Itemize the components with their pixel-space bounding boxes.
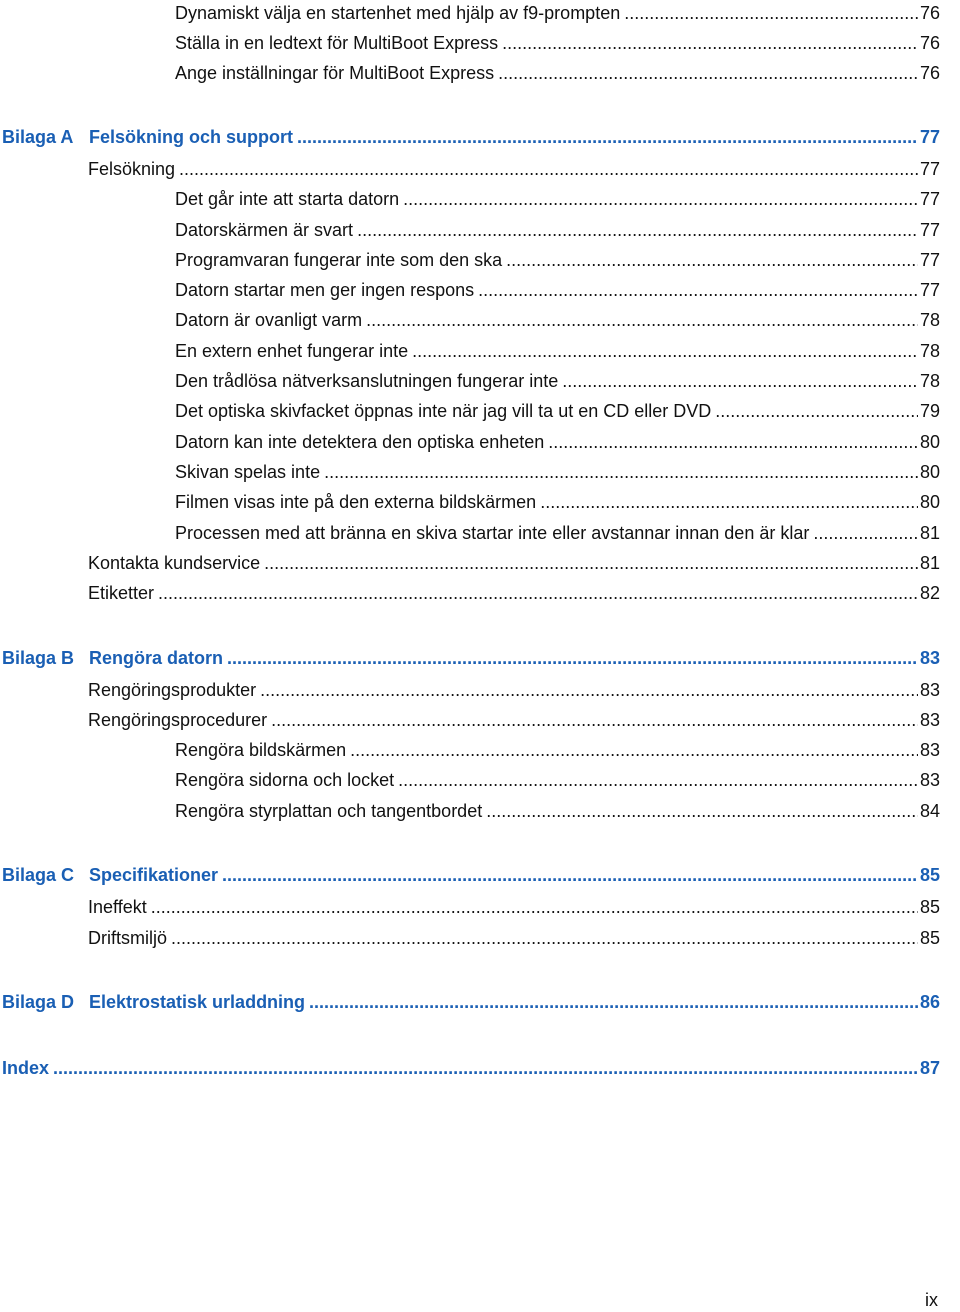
dot-leader bbox=[171, 925, 918, 951]
toc-entry-page: 80 bbox=[919, 492, 940, 512]
toc-entry-page: 80 bbox=[919, 462, 940, 482]
toc-entry-title: Filmen visas inte på den externa bildskärmen bbox=[175, 489, 540, 515]
toc-entry-title: Ineffekt bbox=[88, 894, 151, 920]
dot-leader bbox=[309, 989, 918, 1015]
dot-leader bbox=[357, 217, 918, 243]
toc-entry-page: 85 bbox=[919, 897, 940, 917]
toc-entry-page: 82 bbox=[919, 583, 940, 603]
toc-appendix-entry[interactable] bbox=[2, 645, 940, 671]
dot-leader bbox=[403, 186, 918, 212]
dot-leader bbox=[324, 459, 918, 485]
dot-leader bbox=[350, 737, 918, 763]
toc-entry-page: 83 bbox=[919, 770, 940, 790]
toc-entry[interactable] bbox=[175, 338, 940, 364]
toc-entry-title: Dynamiskt välja en startenhet med hjälp av f9-prompten bbox=[175, 0, 624, 26]
dot-leader bbox=[502, 30, 918, 56]
toc-entry[interactable] bbox=[175, 186, 940, 212]
toc-entry[interactable] bbox=[175, 0, 940, 26]
toc-entry-page: 81 bbox=[919, 553, 940, 573]
toc-entry-page: 83 bbox=[919, 680, 940, 700]
toc-entry[interactable] bbox=[88, 894, 940, 920]
toc-entry-prefix: Bilaga D bbox=[2, 992, 75, 1012]
toc-entry-title: Elektrostatisk urladdning bbox=[89, 989, 309, 1015]
toc-appendix-entry[interactable] bbox=[2, 989, 940, 1015]
toc-entry-title: Felsökning bbox=[88, 156, 179, 182]
toc-entry[interactable] bbox=[88, 925, 940, 951]
toc-entry[interactable] bbox=[88, 580, 940, 606]
toc-entry[interactable] bbox=[175, 307, 940, 333]
toc-entry-title: Etiketter bbox=[88, 580, 158, 606]
toc-entry-page: 84 bbox=[919, 801, 940, 821]
toc-entry-title: En extern enhet fungerar inte bbox=[175, 338, 412, 364]
toc-entry[interactable] bbox=[175, 30, 940, 56]
dot-leader bbox=[151, 894, 918, 920]
dot-leader bbox=[260, 677, 918, 703]
toc-entry[interactable] bbox=[88, 677, 940, 703]
toc-entry-title: Programvaran fungerar inte som den ska bbox=[175, 247, 506, 273]
toc-entry-page: 78 bbox=[919, 310, 940, 330]
toc-entry[interactable] bbox=[88, 550, 940, 576]
toc-entry-title: Det optiska skivfacket öppnas inte när jag vill ta ut en CD eller DVD bbox=[175, 398, 715, 424]
toc-entry-page: 81 bbox=[919, 523, 940, 543]
toc-entry-page: 87 bbox=[919, 1058, 940, 1078]
dot-leader bbox=[486, 798, 918, 824]
dot-leader bbox=[562, 368, 918, 394]
toc-entry[interactable] bbox=[175, 489, 940, 515]
toc-entry-page: 77 bbox=[919, 189, 940, 209]
toc-entry-page: 78 bbox=[919, 341, 940, 361]
toc-appendix-entry[interactable] bbox=[2, 1055, 940, 1081]
toc-entry-title: Rengöra sidorna och locket bbox=[175, 767, 398, 793]
toc-entry[interactable] bbox=[88, 156, 940, 182]
toc-entry-title: Rengöra bildskärmen bbox=[175, 737, 350, 763]
toc-entry-page: 80 bbox=[919, 432, 940, 452]
toc-entry[interactable] bbox=[175, 398, 940, 424]
dot-leader bbox=[412, 338, 918, 364]
toc-entry-title: Rengöringsprocedurer bbox=[88, 707, 271, 733]
toc-entry-title: Felsökning och support bbox=[89, 124, 297, 150]
toc-entry-page: 86 bbox=[919, 992, 940, 1012]
toc-entry-title: Kontakta kundservice bbox=[88, 550, 264, 576]
toc-entry[interactable] bbox=[175, 798, 940, 824]
dot-leader bbox=[498, 60, 918, 86]
toc-entry-title: Rengöra styrplattan och tangentbordet bbox=[175, 798, 486, 824]
dot-leader bbox=[297, 124, 918, 150]
toc-entry[interactable] bbox=[175, 60, 940, 86]
dot-leader bbox=[813, 520, 918, 546]
toc-entry[interactable] bbox=[175, 459, 940, 485]
toc-entry-title: Skivan spelas inte bbox=[175, 459, 324, 485]
toc-entry-title: Ställa in en ledtext för MultiBoot Express bbox=[175, 30, 502, 56]
toc-entry-page: 76 bbox=[919, 63, 940, 83]
dot-leader bbox=[715, 398, 918, 424]
page-number: ix bbox=[925, 1290, 938, 1310]
toc-entry-title: Datorn kan inte detektera den optiska enheten bbox=[175, 429, 548, 455]
toc-entry[interactable] bbox=[175, 217, 940, 243]
toc-entry[interactable] bbox=[175, 737, 940, 763]
dot-leader bbox=[264, 550, 918, 576]
toc-entry[interactable] bbox=[88, 707, 940, 733]
toc-entry-title: Datorskärmen är svart bbox=[175, 217, 357, 243]
toc-entry-title: Processen med att bränna en skiva startar inte eller avstannar innan den är klar bbox=[175, 520, 813, 546]
toc-entry-title: Rengöra datorn bbox=[89, 645, 227, 671]
toc-entry-page: 77 bbox=[919, 250, 940, 270]
toc-entry-page: 77 bbox=[919, 220, 940, 240]
toc-entry-title: Den trådlösa nätverksanslutningen fungerar inte bbox=[175, 368, 562, 394]
toc-entry-page: 83 bbox=[919, 648, 940, 668]
toc-entry-title: Specifikationer bbox=[89, 862, 222, 888]
dot-leader bbox=[548, 429, 918, 455]
dot-leader bbox=[227, 645, 918, 671]
toc-entry[interactable] bbox=[175, 429, 940, 455]
toc-entry-page: 85 bbox=[919, 865, 940, 885]
toc-entry-prefix: Bilaga B bbox=[2, 648, 75, 668]
toc-entry-title: Driftsmiljö bbox=[88, 925, 171, 951]
dot-leader bbox=[271, 707, 918, 733]
toc-entry-page: 79 bbox=[919, 401, 940, 421]
toc-entry-page: 77 bbox=[919, 280, 940, 300]
toc-entry-title: Datorn är ovanligt varm bbox=[175, 307, 366, 333]
toc-appendix-entry[interactable] bbox=[2, 124, 940, 150]
dot-leader bbox=[624, 0, 918, 26]
dot-leader bbox=[53, 1055, 918, 1081]
toc-entry-title: Index bbox=[2, 1055, 53, 1081]
toc-entry-page: 85 bbox=[919, 928, 940, 948]
toc-entry-page: 83 bbox=[919, 740, 940, 760]
dot-leader bbox=[366, 307, 918, 333]
toc-entry[interactable] bbox=[175, 277, 940, 303]
toc-appendix-entry[interactable] bbox=[2, 862, 940, 888]
toc-entry[interactable] bbox=[175, 368, 940, 394]
dot-leader bbox=[158, 580, 918, 606]
dot-leader bbox=[398, 767, 918, 793]
toc-entry-title: Datorn startar men ger ingen respons bbox=[175, 277, 478, 303]
toc-entry-prefix: Bilaga C bbox=[2, 865, 75, 885]
toc-entry[interactable] bbox=[175, 520, 940, 546]
toc-entry-page: 77 bbox=[919, 159, 940, 179]
dot-leader bbox=[478, 277, 918, 303]
toc-entry-page: 78 bbox=[919, 371, 940, 391]
toc-entry-page: 76 bbox=[919, 33, 940, 53]
toc-entry-prefix: Bilaga A bbox=[2, 127, 74, 147]
toc-entry-title: Rengöringsprodukter bbox=[88, 677, 260, 703]
dot-leader bbox=[222, 862, 918, 888]
dot-leader bbox=[179, 156, 918, 182]
toc-entry-title: Ange inställningar för MultiBoot Express bbox=[175, 60, 498, 86]
toc-entry[interactable] bbox=[175, 247, 940, 273]
dot-leader bbox=[506, 247, 918, 273]
toc-entry-page: 77 bbox=[919, 127, 940, 147]
dot-leader bbox=[540, 489, 918, 515]
toc-entry[interactable] bbox=[175, 767, 940, 793]
toc-entry-title: Det går inte att starta datorn bbox=[175, 186, 403, 212]
toc-entry-page: 83 bbox=[919, 710, 940, 730]
toc-entry-page: 76 bbox=[919, 3, 940, 23]
